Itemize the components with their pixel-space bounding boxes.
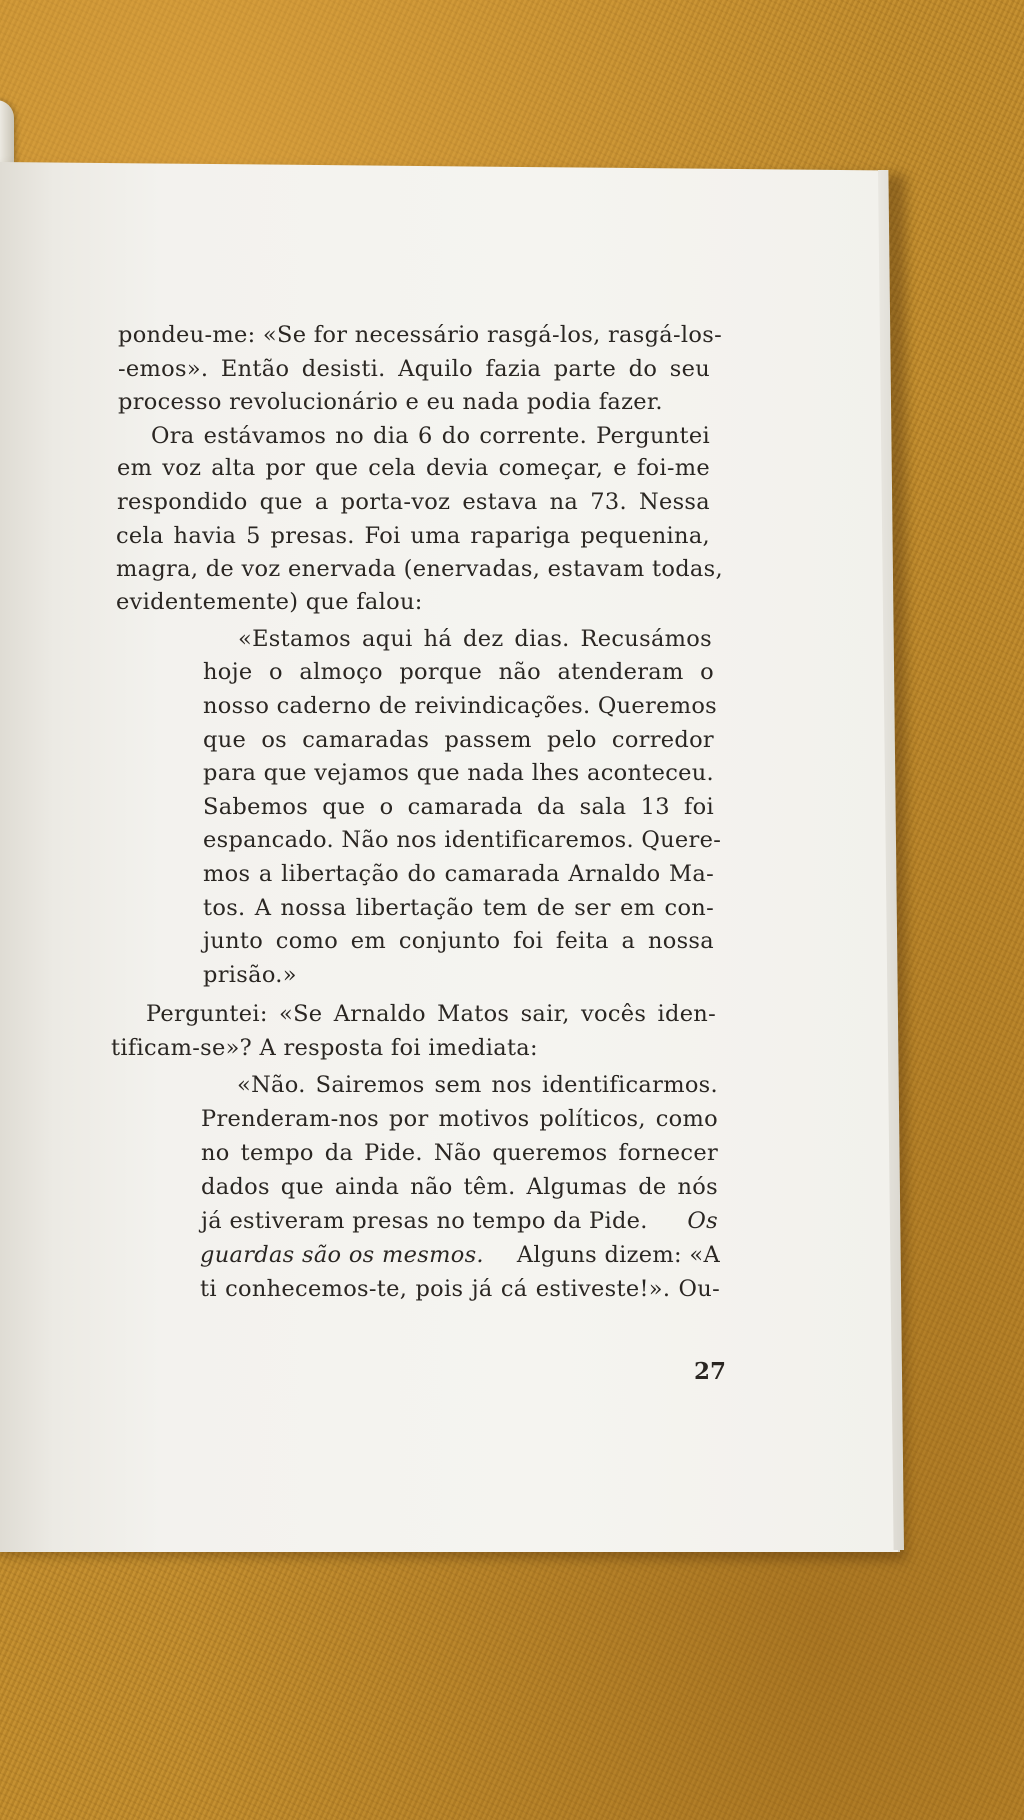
quote-line: que os camaradas passem pelo corredor xyxy=(203,727,714,753)
quote-line: mos a libertação do camarada Arnaldo Ma- xyxy=(203,861,714,887)
italic-segment: guardas são os mesmos. xyxy=(200,1242,484,1268)
quote-line: para que vejamos que nada lhes aconteceu. xyxy=(203,760,714,786)
text-line: evidentemente) que falou: xyxy=(116,589,423,615)
text-segment: já estiveram presas no tempo da Pide. xyxy=(201,1208,648,1234)
quote-line: tos. A nossa libertação tem de ser em con- xyxy=(203,895,714,921)
quote-line: dados que ainda não têm. Algumas de nós xyxy=(201,1174,718,1200)
quote-line: no tempo da Pide. Não queremos fornecer xyxy=(201,1140,718,1166)
text-line: pondeu-me: «Se for necessário rasgá-los, rasgá-los- xyxy=(118,322,723,348)
quote-line-mixed xyxy=(200,1238,720,1272)
quote-line: «Não. Sairemos sem nos identificarmos. xyxy=(237,1072,718,1098)
quote-line: nosso caderno de reivindicações. Queremos xyxy=(203,693,718,719)
text-line: magra, de voz enervada (enervadas, estavam todas, xyxy=(116,556,723,582)
quote-line: «Estamos aqui há dez dias. Recusámos xyxy=(238,626,712,652)
quote-line: Sabemos que o camarada da sala 13 foi xyxy=(203,794,714,820)
quote-line: hoje o almoço porque não atenderam o xyxy=(203,659,714,685)
text-line: -emos». Então desisti. Aquilo fazia parte do seu xyxy=(118,356,710,382)
quote-line-mixed xyxy=(201,1204,718,1238)
text-line: cela havia 5 presas. Foi uma rapariga pequenina, xyxy=(116,523,710,549)
quote-line: ti conhecemos-te, pois já cá estiveste!». Ou- xyxy=(200,1276,720,1302)
quote-line: espancado. Não nos identificaremos. Quere- xyxy=(203,827,722,853)
quote-line: prisão.» xyxy=(203,962,297,988)
text-segment: Alguns dizem: «A xyxy=(516,1242,720,1268)
text-line: Ora estávamos no dia 6 do corrente. Perguntei xyxy=(151,423,710,449)
text-line: respondido que a porta-voz estava na 73. Nessa xyxy=(117,489,710,515)
page-number: 27 xyxy=(693,1358,726,1385)
quote-line: junto como em conjunto foi feita a nossa xyxy=(203,928,714,954)
text-line: tificam-se»? A resposta foi imediata: xyxy=(111,1035,538,1061)
italic-segment: Os xyxy=(687,1208,718,1234)
text-line: em voz alta por que cela devia começar, e foi-me xyxy=(117,455,710,481)
quote-line: Prenderam-nos por motivos políticos, como xyxy=(201,1106,718,1132)
text-line: processo revolucionário e eu nada podia fazer. xyxy=(118,389,663,415)
text-line: Perguntei: «Se Arnaldo Matos sair, vocês iden- xyxy=(146,1001,716,1027)
